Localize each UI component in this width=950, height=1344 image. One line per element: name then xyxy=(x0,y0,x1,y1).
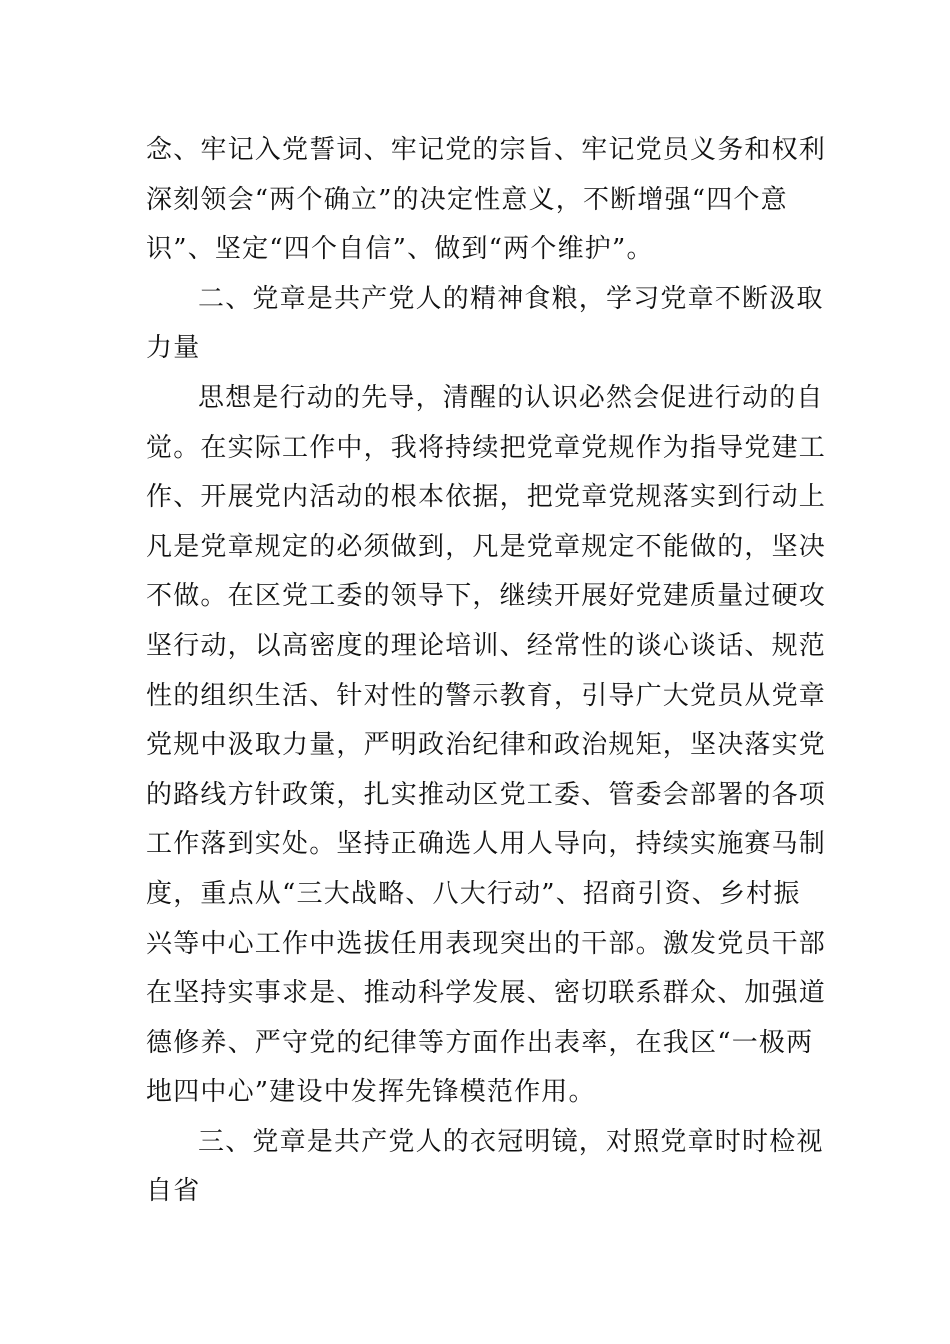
text-line: 念、牢记入党誓词、牢记党的宗旨、牢记党员义务和权利 xyxy=(146,135,827,165)
text-line: 识”、坚定“四个自信”、做到“两个维护”。 xyxy=(146,234,654,265)
text-line: 党规中汲取力量，严明政治纪律和政治规矩，坚决落实党 xyxy=(146,730,827,761)
text-line: 性的组织生活、针对性的警示教育，引导广大党员从党章 xyxy=(146,680,827,711)
text-line: 作、开展党内活动的根本依据，把党章党规落实到行动上 xyxy=(146,482,827,513)
document-body xyxy=(146,126,827,1217)
text-line: 兴等中心工作中选拔任用表现突出的干部。激发党员干部 xyxy=(146,928,827,959)
text-line: 不做。在区党工委的领导下，继续开展好党建质量过硬攻 xyxy=(146,581,827,612)
text-line: 地四中心”建设中发挥先锋模范作用。 xyxy=(146,1077,596,1108)
text-line: 在坚持实事求是、推动科学发展、密切联系群众、加强道 xyxy=(146,978,827,1009)
text-line: 凡是党章规定的必须做到，凡是党章规定不能做的，坚决 xyxy=(146,531,827,562)
text-line: 深刻领会“两个确立”的决定性意义，不断增强“四个意 xyxy=(146,184,788,215)
text-line: 觉。在实际工作中，我将持续把党章党规作为指导党建工 xyxy=(146,432,827,463)
section-heading-line: 自省 xyxy=(146,1176,201,1207)
section-heading-line: 力量 xyxy=(146,333,201,364)
paragraph-first-line: 思想是行动的先导，清醒的认识必然会促进行动的自 xyxy=(198,382,824,413)
text-line: 度，重点从“三大战略、八大行动”、招商引资、乡村振 xyxy=(146,878,801,909)
section-heading-line: 二、党章是共产党人的精神食粮，学习党章不断汲取 xyxy=(198,283,824,314)
section-heading-line: 三、党章是共产党人的衣冠明镜，对照党章时时检视 xyxy=(198,1126,824,1157)
text-line: 坚行动，以高密度的理论培训、经常性的谈心谈话、规范 xyxy=(146,630,827,661)
text-line: 德修养、严守党的纪律等方面作出表率，在我区“一极两 xyxy=(146,1027,814,1058)
text-line: 工作落到实处。坚持正确选人用人导向，持续实施赛马制 xyxy=(146,829,827,860)
text-line: 的路线方针政策，扎实推动区党工委、管委会部署的各项 xyxy=(146,779,827,810)
